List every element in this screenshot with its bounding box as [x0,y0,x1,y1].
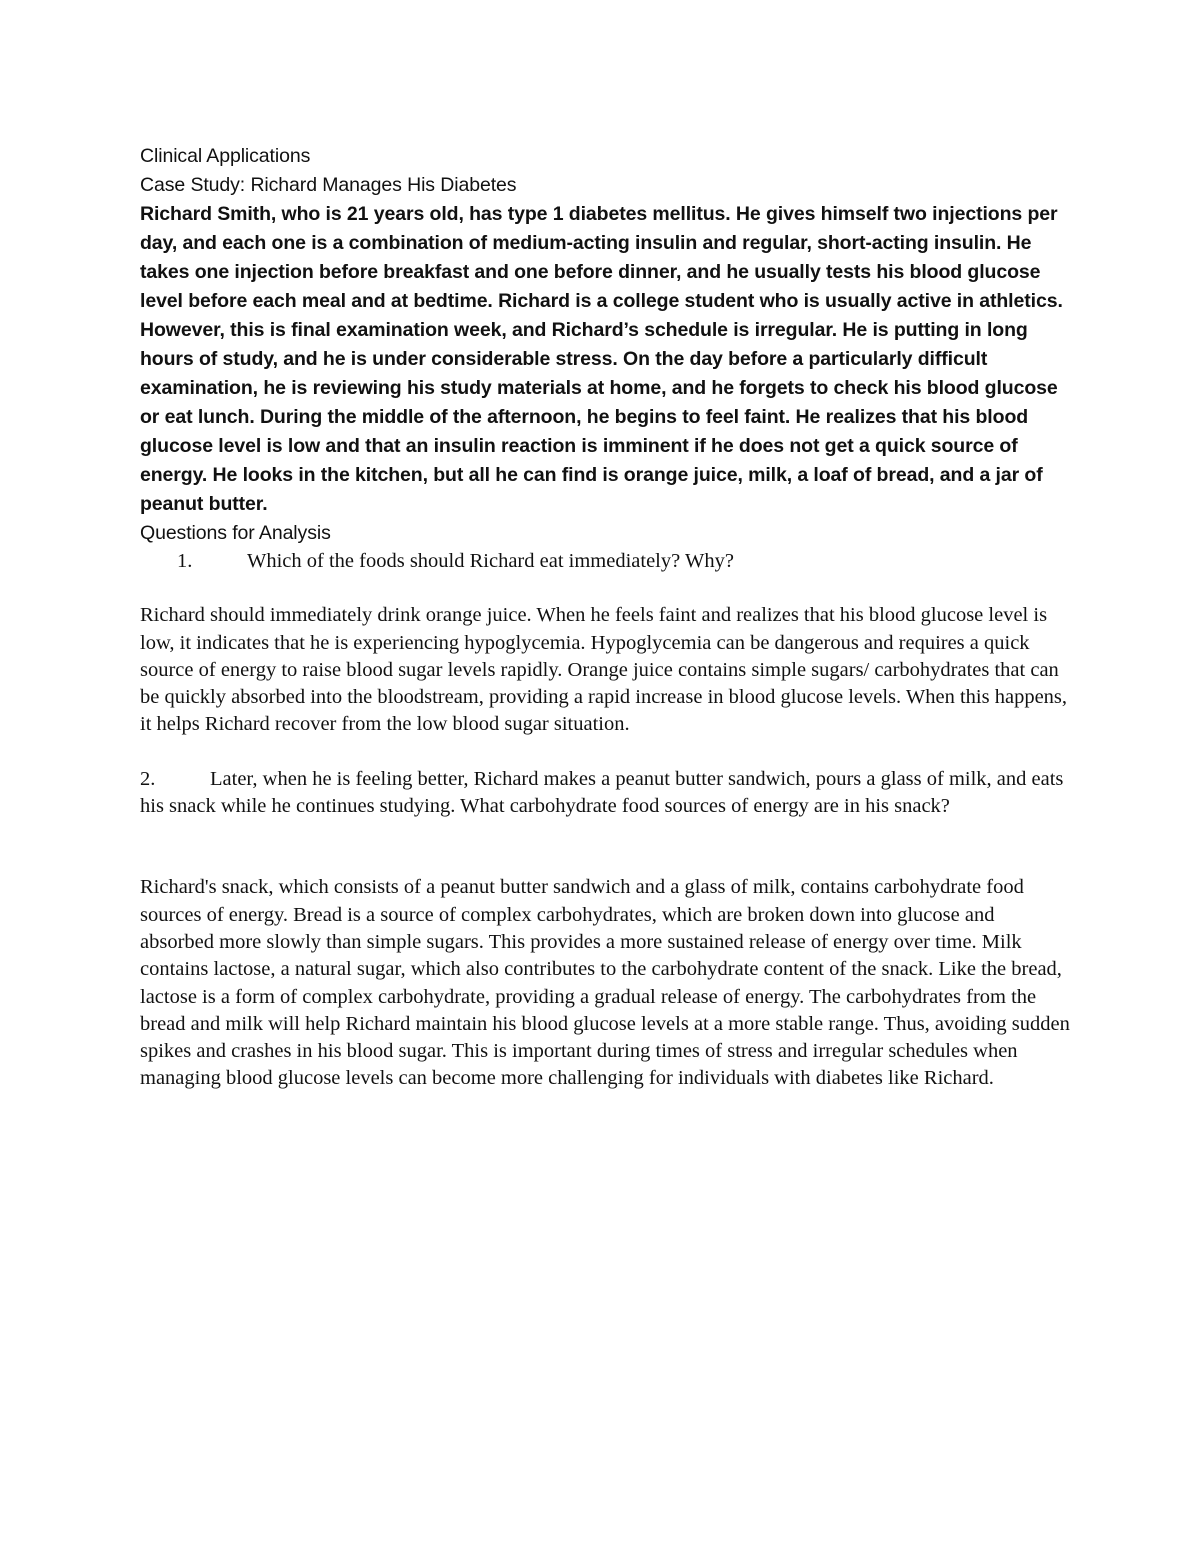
document-page [140,142,1070,1093]
question-2-number: 2. [140,767,156,790]
question-1 [140,548,1070,575]
question-2-text: Later, when he is feeling better, Richard makes a peanut butter sandwich, pours a glass of milk, and eats his snack while he continues studying. What carbohydrate food sources of energy are in his snack? [140,767,1064,818]
answer-1: Richard should immediately drink orange juice. When he feels faint and realizes that his blood glucose level is low, it indicates that he is experiencing hypoglycemia. Hypoglycemia can be dangerous and requires a quick source of energy to raise blood sugar levels rapidly. Orange juice contains simple sugars/ carbohydrates that can be quickly absorbed into the bloodstream, providing a rapid increase in blood glucose levels. When this happens, it helps Richard recover from the low blood sugar situation. [140,604,1068,736]
case-paragraph-2: However, this is final examination week, and Richard’s schedule is irregular. He is putting in long hours of study, and he is under considerable stress. On the day before a particularly difficult examination, he is reviewing his study materials at home, and he forgets to check his blood glucose or eat lunch. During the middle of the afternoon, he begins to feel faint. He realizes that his blood glucose level is low and that an insulin reaction is imminent if he does not get a quick source of energy. He looks in the kitchen, but all he can find is orange juice, milk, a loaf of bread, and a jar of peanut butter. [140,319,1058,515]
question-1-number: 1. [177,550,193,572]
answer-2: Richard's snack, which consists of a peanut butter sandwich and a glass of milk, contains carbohydrate food sources of energy. Bread is a source of complex carbohydrates, which are broken down into glucose and absorbed more slowly than simple sugars. This provides a more sustained release of energy over time. Milk contains lactose, a natural sugar, which also contributes to the carbohydrate content of the snack. Like the bread, lactose is a form of complex carbohydrate, providing a gradual release of energy. The carbohydrates from the bread and milk will help Richard maintain his blood glucose levels at a more stable range. Thus, avoiding sudden spikes and crashes in his blood sugar. This is important during times of stress and irregular schedules when managing blood glucose levels can become more challenging for individuals with diabetes like Richard. [140,876,1070,1090]
question-1-text: Which of the foods should Richard eat immediately? Why? [247,550,734,572]
question-2 [140,766,1070,821]
document-heading: Clinical Applications [140,145,311,167]
case-paragraph-1: Richard Smith, who is 21 years old, has type 1 diabetes mellitus. He gives himself two injections per day, and each one is a combination of medium-acting insulin and regular, short-acting insulin. He takes one injection before breakfast and one before dinner, and he usually tests his blood glucose level before each meal and at bedtime. Richard is a college student who is usually active in athletics. [140,203,1063,312]
case-study-title: Case Study: Richard Manages His Diabetes [140,174,517,196]
questions-heading: Questions for Analysis [140,522,331,544]
